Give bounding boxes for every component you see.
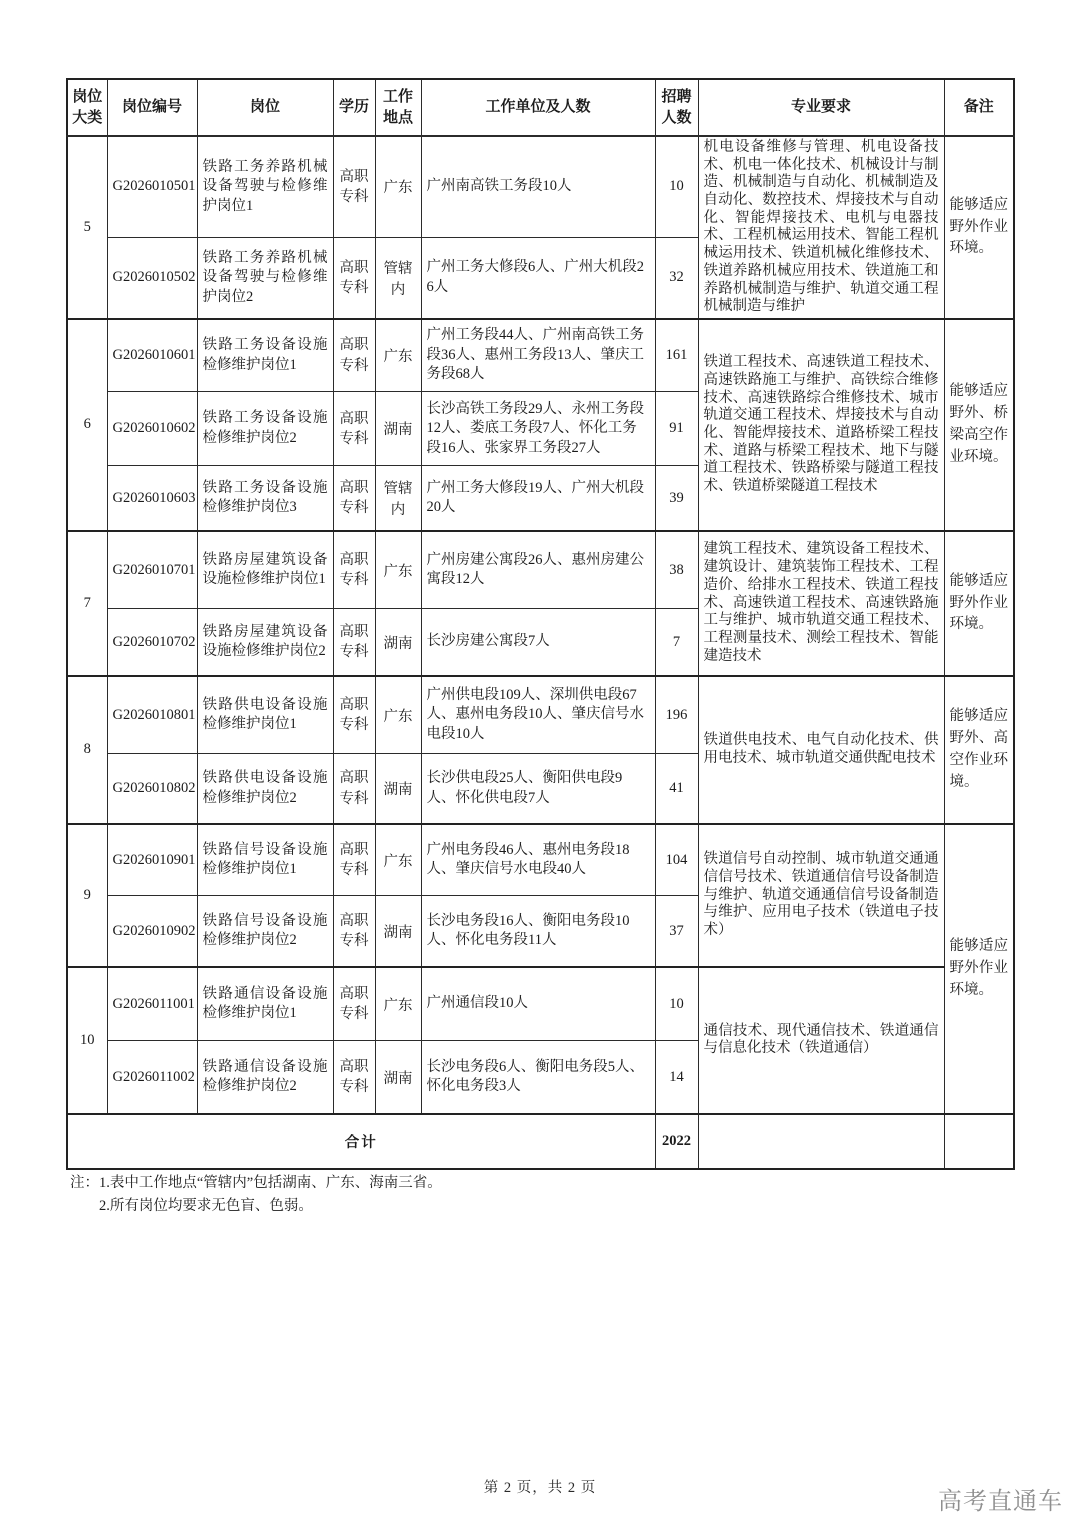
column-header-4: 工作地点: [375, 79, 421, 136]
cell-work-units: 长沙电务段16人、衡阳电务段10人、怀化电务段11人: [421, 896, 655, 967]
cell-work-units: 广州工务大修段6人、广州大机段26人: [421, 237, 655, 319]
cell-work-location: 湖南: [375, 896, 421, 967]
cell-position-title: 铁路工务养路机械设备驾驶与检修维护岗位1: [197, 136, 333, 237]
note-line-1: 注：1.表中工作地点“管辖内”包括湖南、广东、海南三省。: [70, 1175, 442, 1191]
cell-remark: 能够适应野外作业环境。: [944, 824, 1014, 1114]
cell-category: 6: [67, 319, 107, 531]
cell-category: 9: [67, 824, 107, 967]
cell-remark: 能够适应野外、桥梁高空作业环境。: [944, 319, 1014, 531]
column-header-2: 岗位: [197, 79, 333, 136]
cell-recruit-count: 10: [655, 136, 698, 237]
column-header-7: 专业要求: [698, 79, 944, 136]
cell-recruit-count: 104: [655, 824, 698, 896]
column-header-6: 招聘人数: [655, 79, 698, 136]
cell-education: 高职专科: [333, 967, 375, 1041]
cell-work-units: 广州工务段44人、广州南高铁工务段36人、惠州工务段13人、肇庆工务段68人: [421, 319, 655, 392]
cell-major-requirements: 铁道供电技术、电气自动化技术、供用电技术、城市轨道交通供配电技术: [698, 676, 944, 824]
cell-position-code: G2026010501: [107, 136, 197, 237]
cell-work-location: 广东: [375, 676, 421, 754]
cell-position-title: 铁路供电设备设施检修维护岗位1: [197, 676, 333, 754]
page-indicator: 第 2 页，共 2 页: [483, 1480, 597, 1496]
table-row: [67, 967, 1014, 1041]
cell-work-units: 广州南高铁工务段10人: [421, 136, 655, 237]
cell-work-units: 广州供电段109人、深圳供电段67人、惠州电务段10人、肇庆信号水电段10人: [421, 676, 655, 754]
column-header-8: 备注: [944, 79, 1014, 136]
cell-education: 高职专科: [333, 1041, 375, 1114]
total-row: [67, 1114, 1014, 1169]
cell-recruit-count: 37: [655, 896, 698, 967]
cell-empty: [944, 1114, 1014, 1169]
cell-position-code: G2026011001: [107, 967, 197, 1041]
cell-recruit-count: 38: [655, 531, 698, 609]
cell-position-title: 铁路工务养路机械设备驾驶与检修维护岗位2: [197, 237, 333, 319]
table-row: [67, 824, 1014, 896]
watermark-text: 高考直通车: [938, 1488, 1063, 1515]
column-header-3: 学历: [333, 79, 375, 136]
cell-recruit-count: 39: [655, 466, 698, 531]
cell-recruit-count: 91: [655, 392, 698, 466]
cell-position-code: G2026010802: [107, 754, 197, 824]
cell-major-requirements: 通信技术、现代通信技术、铁道通信与信息化技术（铁道通信）: [698, 967, 944, 1114]
cell-position-code: G2026010601: [107, 319, 197, 392]
cell-position-title: 铁路房屋建筑设备设施检修维护岗位2: [197, 609, 333, 676]
cell-position-code: G2026011002: [107, 1041, 197, 1114]
cell-work-units: 广州电务段46人、惠州电务段18人、肇庆信号水电段40人: [421, 824, 655, 896]
cell-category: 5: [67, 136, 107, 319]
cell-education: 高职专科: [333, 896, 375, 967]
cell-position-title: 铁路供电设备设施检修维护岗位2: [197, 754, 333, 824]
cell-work-units: 长沙房建公寓段7人: [421, 609, 655, 676]
cell-work-units: 长沙电务段6人、衡阳电务段5人、怀化电务段3人: [421, 1041, 655, 1114]
table-row: [67, 136, 1014, 237]
cell-position-title: 铁路房屋建筑设备设施检修维护岗位1: [197, 531, 333, 609]
cell-position-code: G2026010701: [107, 531, 197, 609]
cell-work-location: 广东: [375, 824, 421, 896]
cell-work-location: 管辖内: [375, 237, 421, 319]
cell-recruit-count: 14: [655, 1041, 698, 1114]
cell-education: 高职专科: [333, 676, 375, 754]
total-label: 合计: [67, 1114, 655, 1169]
cell-recruit-count: 10: [655, 967, 698, 1041]
cell-position-code: G2026010502: [107, 237, 197, 319]
cell-category: 10: [67, 967, 107, 1114]
cell-education: 高职专科: [333, 609, 375, 676]
cell-work-location: 广东: [375, 319, 421, 392]
cell-recruit-count: 196: [655, 676, 698, 754]
cell-position-title: 铁路通信设备设施检修维护岗位2: [197, 1041, 333, 1114]
cell-major-requirements: 铁道信号自动控制、城市轨道交通通信信号技术、铁道通信信号设备制造与维护、轨道交通通信信号设备制造与维护、应用电子技术（铁道电子技术）: [698, 824, 944, 967]
cell-empty: [698, 1114, 944, 1169]
cell-major-requirements: 铁道工程技术、高速铁道工程技术、高速铁路施工与维护、高铁综合维修技术、高速铁路综合维修技术、城市轨道交通工程技术、焊接技术与自动化、智能焊接技术、道路桥梁工程技术、道路与桥梁工程技术、地下与隧道工程技术、铁路桥梁与隧道工程技术、铁道桥梁隧道工程技术: [698, 319, 944, 531]
cell-education: 高职专科: [333, 392, 375, 466]
cell-education: 高职专科: [333, 237, 375, 319]
table-row: [67, 676, 1014, 754]
column-header-5: 工作单位及人数: [421, 79, 655, 136]
cell-work-units: 长沙高铁工务段29人、永州工务段12人、娄底工务段7人、怀化工务段16人、张家界工务段27人: [421, 392, 655, 466]
cell-position-title: 铁路工务设备设施检修维护岗位3: [197, 466, 333, 531]
table-row: [67, 319, 1014, 392]
cell-work-location: 广东: [375, 531, 421, 609]
table-row: [67, 531, 1014, 609]
cell-position-title: 铁路通信设备设施检修维护岗位1: [197, 967, 333, 1041]
cell-work-location: 湖南: [375, 1041, 421, 1114]
cell-recruit-count: 41: [655, 754, 698, 824]
recruitment-table: [66, 78, 1015, 1170]
cell-position-code: G2026010801: [107, 676, 197, 754]
cell-remark: 能够适应野外、高空作业环境。: [944, 676, 1014, 824]
cell-education: 高职专科: [333, 466, 375, 531]
cell-work-location: 广东: [375, 136, 421, 237]
cell-education: 高职专科: [333, 754, 375, 824]
cell-work-location: 湖南: [375, 609, 421, 676]
cell-position-code: G2026010602: [107, 392, 197, 466]
cell-education: 高职专科: [333, 319, 375, 392]
table-notes: [70, 1172, 442, 1218]
cell-remark: 能够适应野外作业环境。: [944, 531, 1014, 676]
cell-position-code: G2026010702: [107, 609, 197, 676]
column-header-0: 岗位大类: [67, 79, 107, 136]
cell-position-code: G2026010603: [107, 466, 197, 531]
table-body: [67, 136, 1014, 1169]
cell-category: 7: [67, 531, 107, 676]
cell-work-units: 广州房建公寓段26人、惠州房建公寓段12人: [421, 531, 655, 609]
cell-position-code: G2026010901: [107, 824, 197, 896]
cell-work-location: 湖南: [375, 754, 421, 824]
total-count: 2022: [655, 1114, 698, 1169]
header-row: [67, 79, 1014, 136]
table-header: [67, 79, 1014, 136]
cell-recruit-count: 161: [655, 319, 698, 392]
cell-position-title: 铁路工务设备设施检修维护岗位1: [197, 319, 333, 392]
cell-work-location: 湖南: [375, 392, 421, 466]
cell-category: 8: [67, 676, 107, 824]
cell-position-title: 铁路工务设备设施检修维护岗位2: [197, 392, 333, 466]
cell-position-title: 铁路信号设备设施检修维护岗位2: [197, 896, 333, 967]
cell-remark: 能够适应野外作业环境。: [944, 136, 1014, 319]
cell-major-requirements: 建筑工程技术、建筑设备工程技术、建筑设计、建筑装饰工程技术、工程造价、给排水工程技术、铁道工程技术、高速铁道工程技术、高速铁路施工与维护、城市轨道交通工程技术、工程测量技术、测绘工程技术、智能建造技术: [698, 531, 944, 676]
cell-position-title: 铁路信号设备设施检修维护岗位1: [197, 824, 333, 896]
cell-work-location: 广东: [375, 967, 421, 1041]
cell-education: 高职专科: [333, 136, 375, 237]
cell-position-code: G2026010902: [107, 896, 197, 967]
cell-education: 高职专科: [333, 824, 375, 896]
cell-recruit-count: 32: [655, 237, 698, 319]
note-line-2: 2.所有岗位均要求无色盲、色弱。: [99, 1198, 313, 1215]
cell-education: 高职专科: [333, 531, 375, 609]
cell-major-requirements: 机电设备维修与管理、机电设备技术、机电一体化技术、机械设计与制造、机械制造与自动化、机械制造及自动化、数控技术、焊接技术与自动化、智能焊接技术、电机与电器技术、工程机械运用技术、智能工程机械运用技术、铁道机械化维修技术、铁道养路机械应用技术、铁道施工和养路机械制造与维护、轨道交通工程机械制造与维护: [698, 136, 944, 319]
cell-work-units: 广州工务大修段19人、广州大机段20人: [421, 466, 655, 531]
cell-recruit-count: 7: [655, 609, 698, 676]
cell-work-units: 长沙供电段25人、衡阳供电段9人、怀化供电段7人: [421, 754, 655, 824]
cell-work-location: 管辖内: [375, 466, 421, 531]
cell-work-units: 广州通信段10人: [421, 967, 655, 1041]
column-header-1: 岗位编号: [107, 79, 197, 136]
